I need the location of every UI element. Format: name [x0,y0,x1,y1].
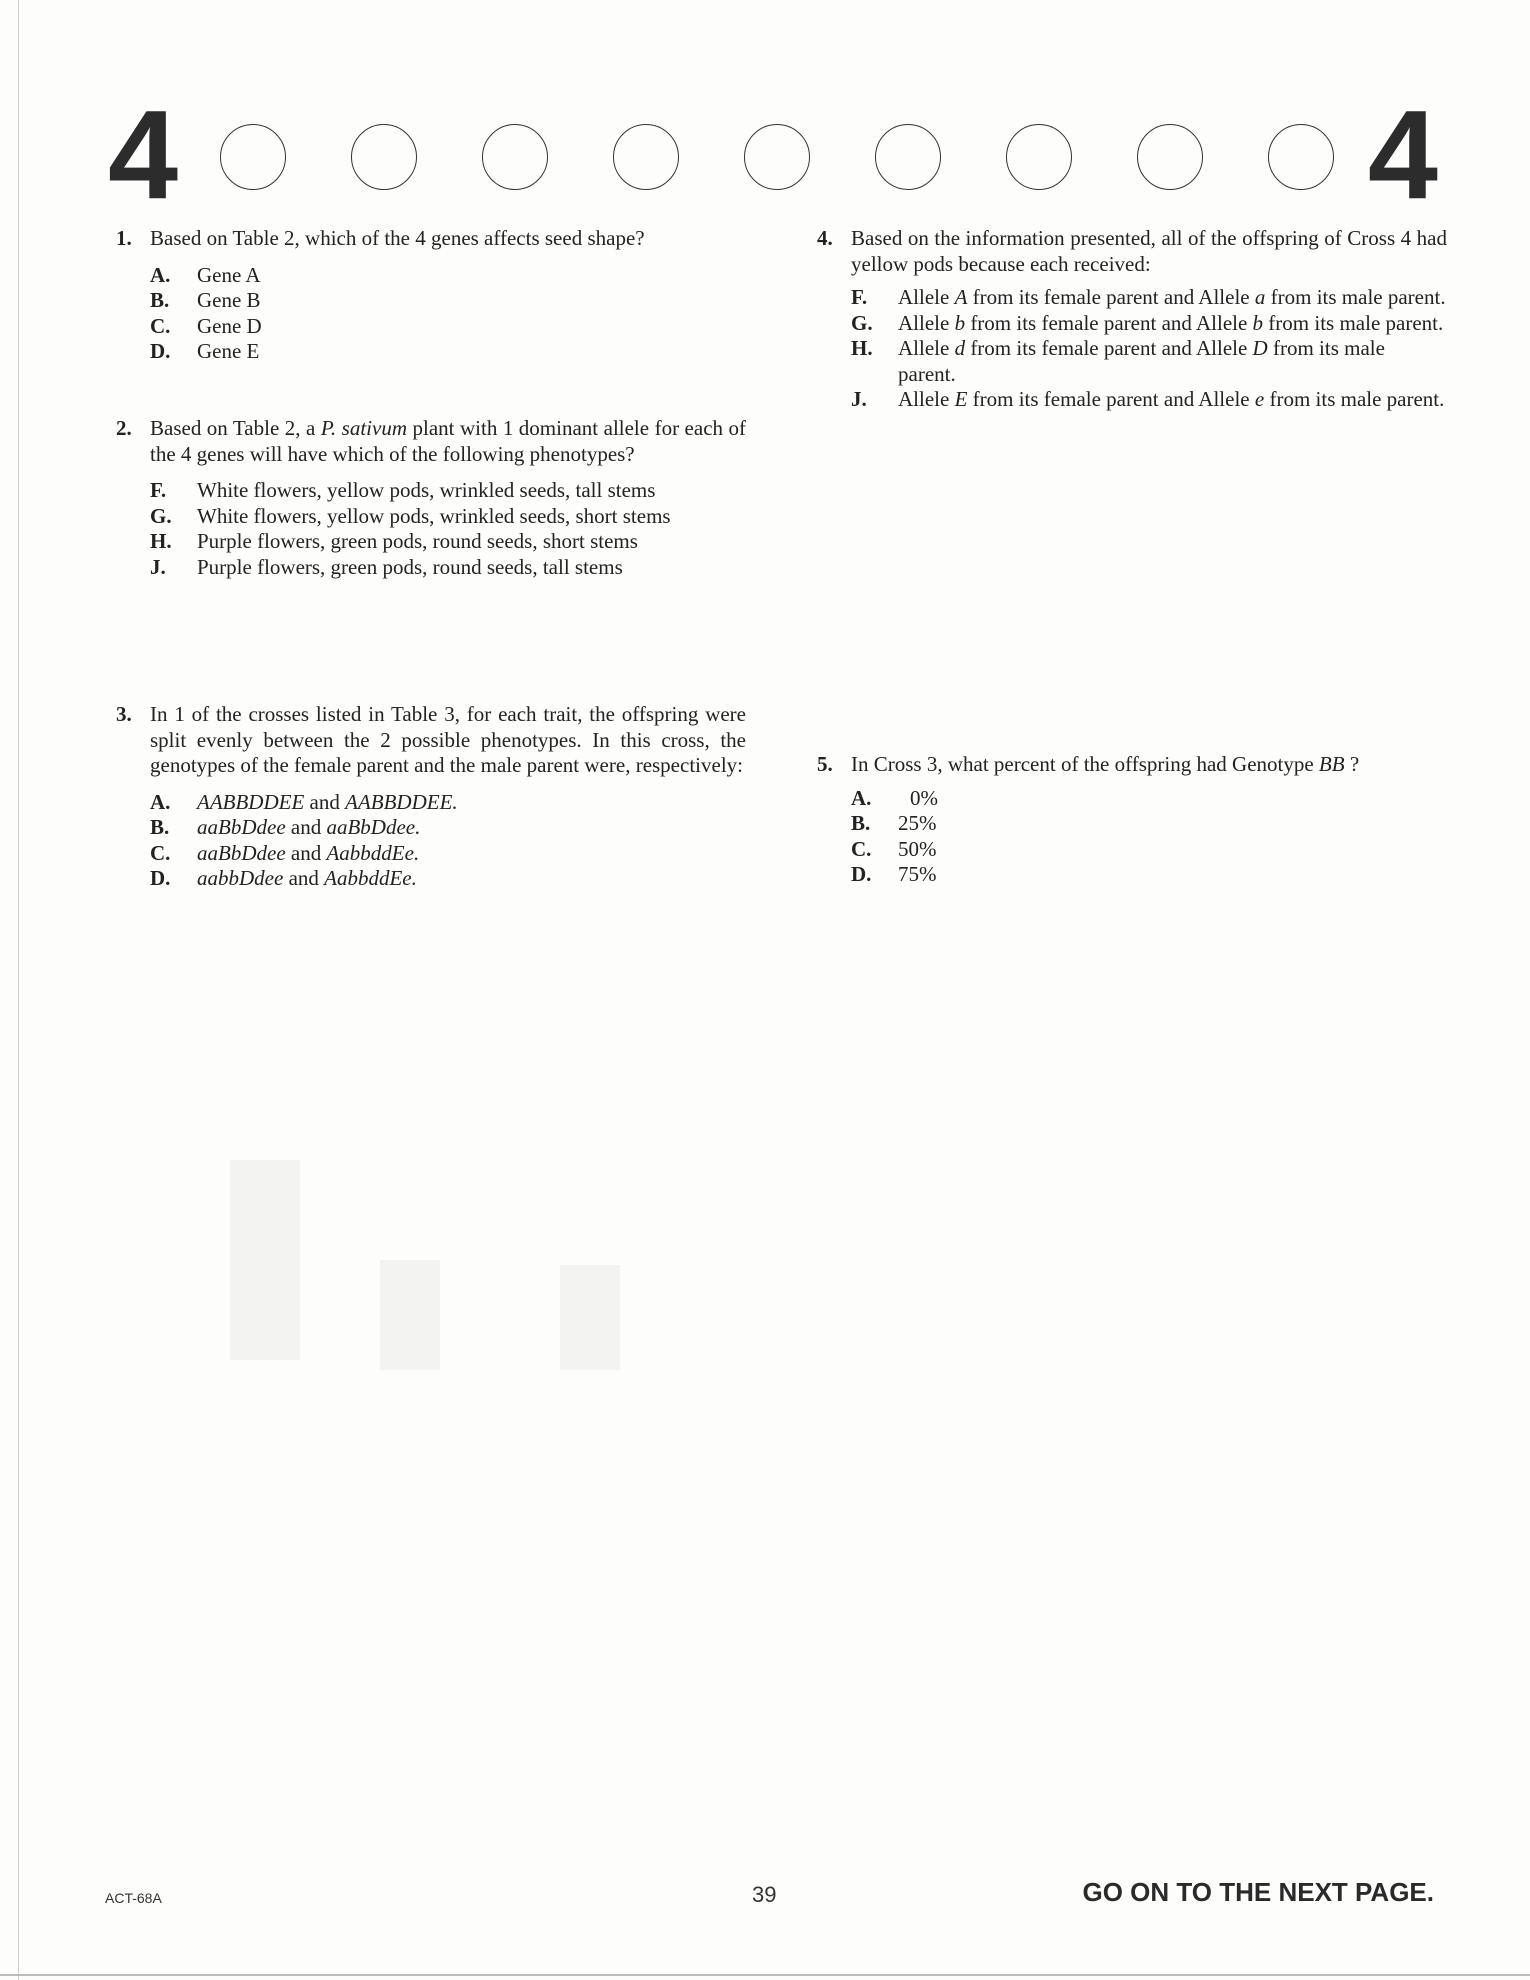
genotype: AABBDDEE [197,789,305,814]
answer-option[interactable] [150,504,746,530]
question-5 [817,752,1447,888]
section-header [108,84,1438,225]
option-text-part: Allele [898,285,955,309]
answer-option[interactable] [851,837,1447,863]
option-text: Gene A [197,262,261,287]
answer-option[interactable] [851,336,1447,387]
answer-option[interactable] [150,529,746,555]
option-letter: A. [150,789,171,814]
genotype: aaBbDdee [197,815,286,839]
option-letter: H. [851,336,873,360]
question-stem: Based on the information presented, all of the offspring of Cross 4 had yellow pods because each received: [851,226,1447,276]
option-text: Gene B [197,288,261,312]
answer-option[interactable] [150,841,746,867]
decorative-circle [1137,124,1203,190]
option-text: Gene D [197,313,262,338]
decorative-circle [875,124,941,190]
allele: d [954,336,966,360]
answer-options [851,786,1447,888]
option-text: Purple flowers, green pods, round seeds, tall stems [197,554,623,579]
option-text: 50% [898,836,937,861]
page-number: 39 [752,1882,777,1907]
option-text [197,866,746,892]
conjunction: and [304,789,346,814]
question-number: 5. [817,752,833,776]
question-stem [150,416,746,467]
option-text: White flowers, yellow pods, wrinkled seeds, short stems [197,503,671,528]
header-circle-row [220,124,1334,190]
decorative-circle [351,124,417,190]
answer-options [150,263,746,365]
answer-option[interactable] [150,263,746,289]
option-letter: A. [851,785,872,810]
option-text-part: from its male parent. [1265,285,1446,309]
genotype: aaBbDdee. [326,815,421,839]
answer-option[interactable] [150,288,746,314]
option-text-part: Allele [898,387,955,411]
option-letter: C. [851,836,872,861]
answer-option[interactable] [150,815,746,841]
option-letter: C. [150,313,171,338]
option-letter: J. [851,387,867,411]
answer-option[interactable] [851,311,1447,337]
section-number-left: 4 [108,84,179,225]
answer-option[interactable] [150,790,746,816]
decorative-circle [220,124,286,190]
question-4 [817,226,1447,413]
option-text: Purple flowers, green pods, round seeds, short stems [197,529,638,553]
question-number: 3. [116,702,132,726]
option-text [197,790,746,816]
answer-option[interactable] [150,339,746,365]
answer-option[interactable] [851,862,1447,888]
option-text-part: from its female parent and Allele [967,285,1255,309]
option-letter: H. [150,529,172,553]
question-stem [851,752,1447,778]
question-stem: In 1 of the crosses listed in Table 3, for each trait, the offspring were split evenly between the 2 possible phenotypes. In this cross, the genotypes of the female parent and the male parent were, respectively: [150,702,746,777]
answer-option[interactable] [851,786,1447,812]
allele: A [954,285,968,309]
decorative-circle [482,124,548,190]
allele: b [1252,310,1264,335]
option-text-part: from its male parent. [898,336,1385,386]
genotype: aabbDdee [197,866,284,890]
answer-option[interactable] [851,811,1447,837]
option-letter: F. [851,285,868,309]
species-name: P. sativum [320,416,408,440]
option-letter: D. [851,862,872,886]
option-text: 0% [910,785,938,810]
show-through-smudge [380,1260,440,1370]
scan-edge-line [18,0,19,1980]
allele: E [954,387,968,411]
answer-option[interactable] [851,387,1447,413]
option-letter: B. [150,288,170,312]
allele: D [1252,336,1268,360]
option-letter: C. [150,840,171,865]
option-text-part: from its male parent. [1264,387,1445,411]
option-text [197,815,746,841]
option-text-part: from its female parent and Allele [967,387,1255,411]
question-number: 2. [116,416,132,440]
option-text: Gene E [197,339,260,363]
section-number-right: 4 [1367,84,1438,225]
next-page-instruction: GO ON TO THE NEXT PAGE. [1082,1877,1434,1907]
option-letter: G. [851,310,873,335]
genotype: AabbddEe. [324,866,417,890]
option-letter: B. [150,815,170,839]
conjunction: and [285,840,327,865]
option-letter: J. [150,554,166,579]
option-text-part: from its female parent and Allele [965,310,1253,335]
answer-option[interactable] [150,555,746,581]
question-2 [116,416,746,580]
genotype: AabbddEe. [326,840,420,865]
allele: e [1254,387,1265,411]
option-text [898,387,1447,413]
option-letter: D. [150,866,171,890]
decorative-circle [613,124,679,190]
decorative-circle [1268,124,1334,190]
decorative-circle [1006,124,1072,190]
option-text: 25% [898,811,937,835]
question-3 [116,702,746,892]
answer-options [851,285,1447,413]
genotype: BB [1318,752,1345,776]
stem-text: plant with 1 dominant allele for each of the 4 genes will have which of the following phenotypes? [150,416,747,466]
option-text [898,285,1447,311]
show-through-smudge [560,1265,620,1370]
conjunction: and [285,815,327,839]
show-through-smudge [230,1160,300,1360]
option-text: 75% [898,862,937,886]
option-text-part: from its female parent and Allele [965,336,1253,360]
option-text [898,336,1447,387]
answer-option[interactable] [150,314,746,340]
genotype: aaBbDdee [197,840,286,865]
question-1 [116,226,746,365]
option-letter: G. [150,503,172,528]
option-text: White flowers, yellow pods, wrinkled seeds, tall stems [197,478,656,502]
question-stem: Based on Table 2, which of the 4 genes affects seed shape? [150,226,645,250]
option-text-part: Allele [898,336,955,360]
answer-option[interactable] [851,285,1447,311]
option-letter: D. [150,339,171,363]
stem-text: In Cross 3, what percent of the offspring had Genotype [851,752,1319,776]
form-code: ACT-68A [105,1890,162,1906]
option-letter: A. [150,262,171,287]
answer-option[interactable] [150,866,746,892]
allele: a [1254,285,1266,309]
stem-text: ? [1344,752,1360,776]
stem-text: Based on Table 2, a [150,416,321,440]
answer-options [150,790,746,892]
answer-options [150,478,746,580]
option-text [197,841,746,867]
question-number: 1. [116,226,132,250]
option-text-part: from its male parent. [1263,310,1444,335]
scan-bottom-line [0,1974,1530,1976]
option-letter: B. [851,811,871,835]
option-text [898,311,1447,337]
answer-option[interactable] [150,478,746,504]
genotype: AABBDDEE. [345,789,458,814]
option-text-part: Allele [898,310,955,335]
question-number: 4. [817,226,833,250]
option-letter: F. [150,478,167,502]
allele: b [954,310,966,335]
conjunction: and [283,866,325,890]
decorative-circle [744,124,810,190]
